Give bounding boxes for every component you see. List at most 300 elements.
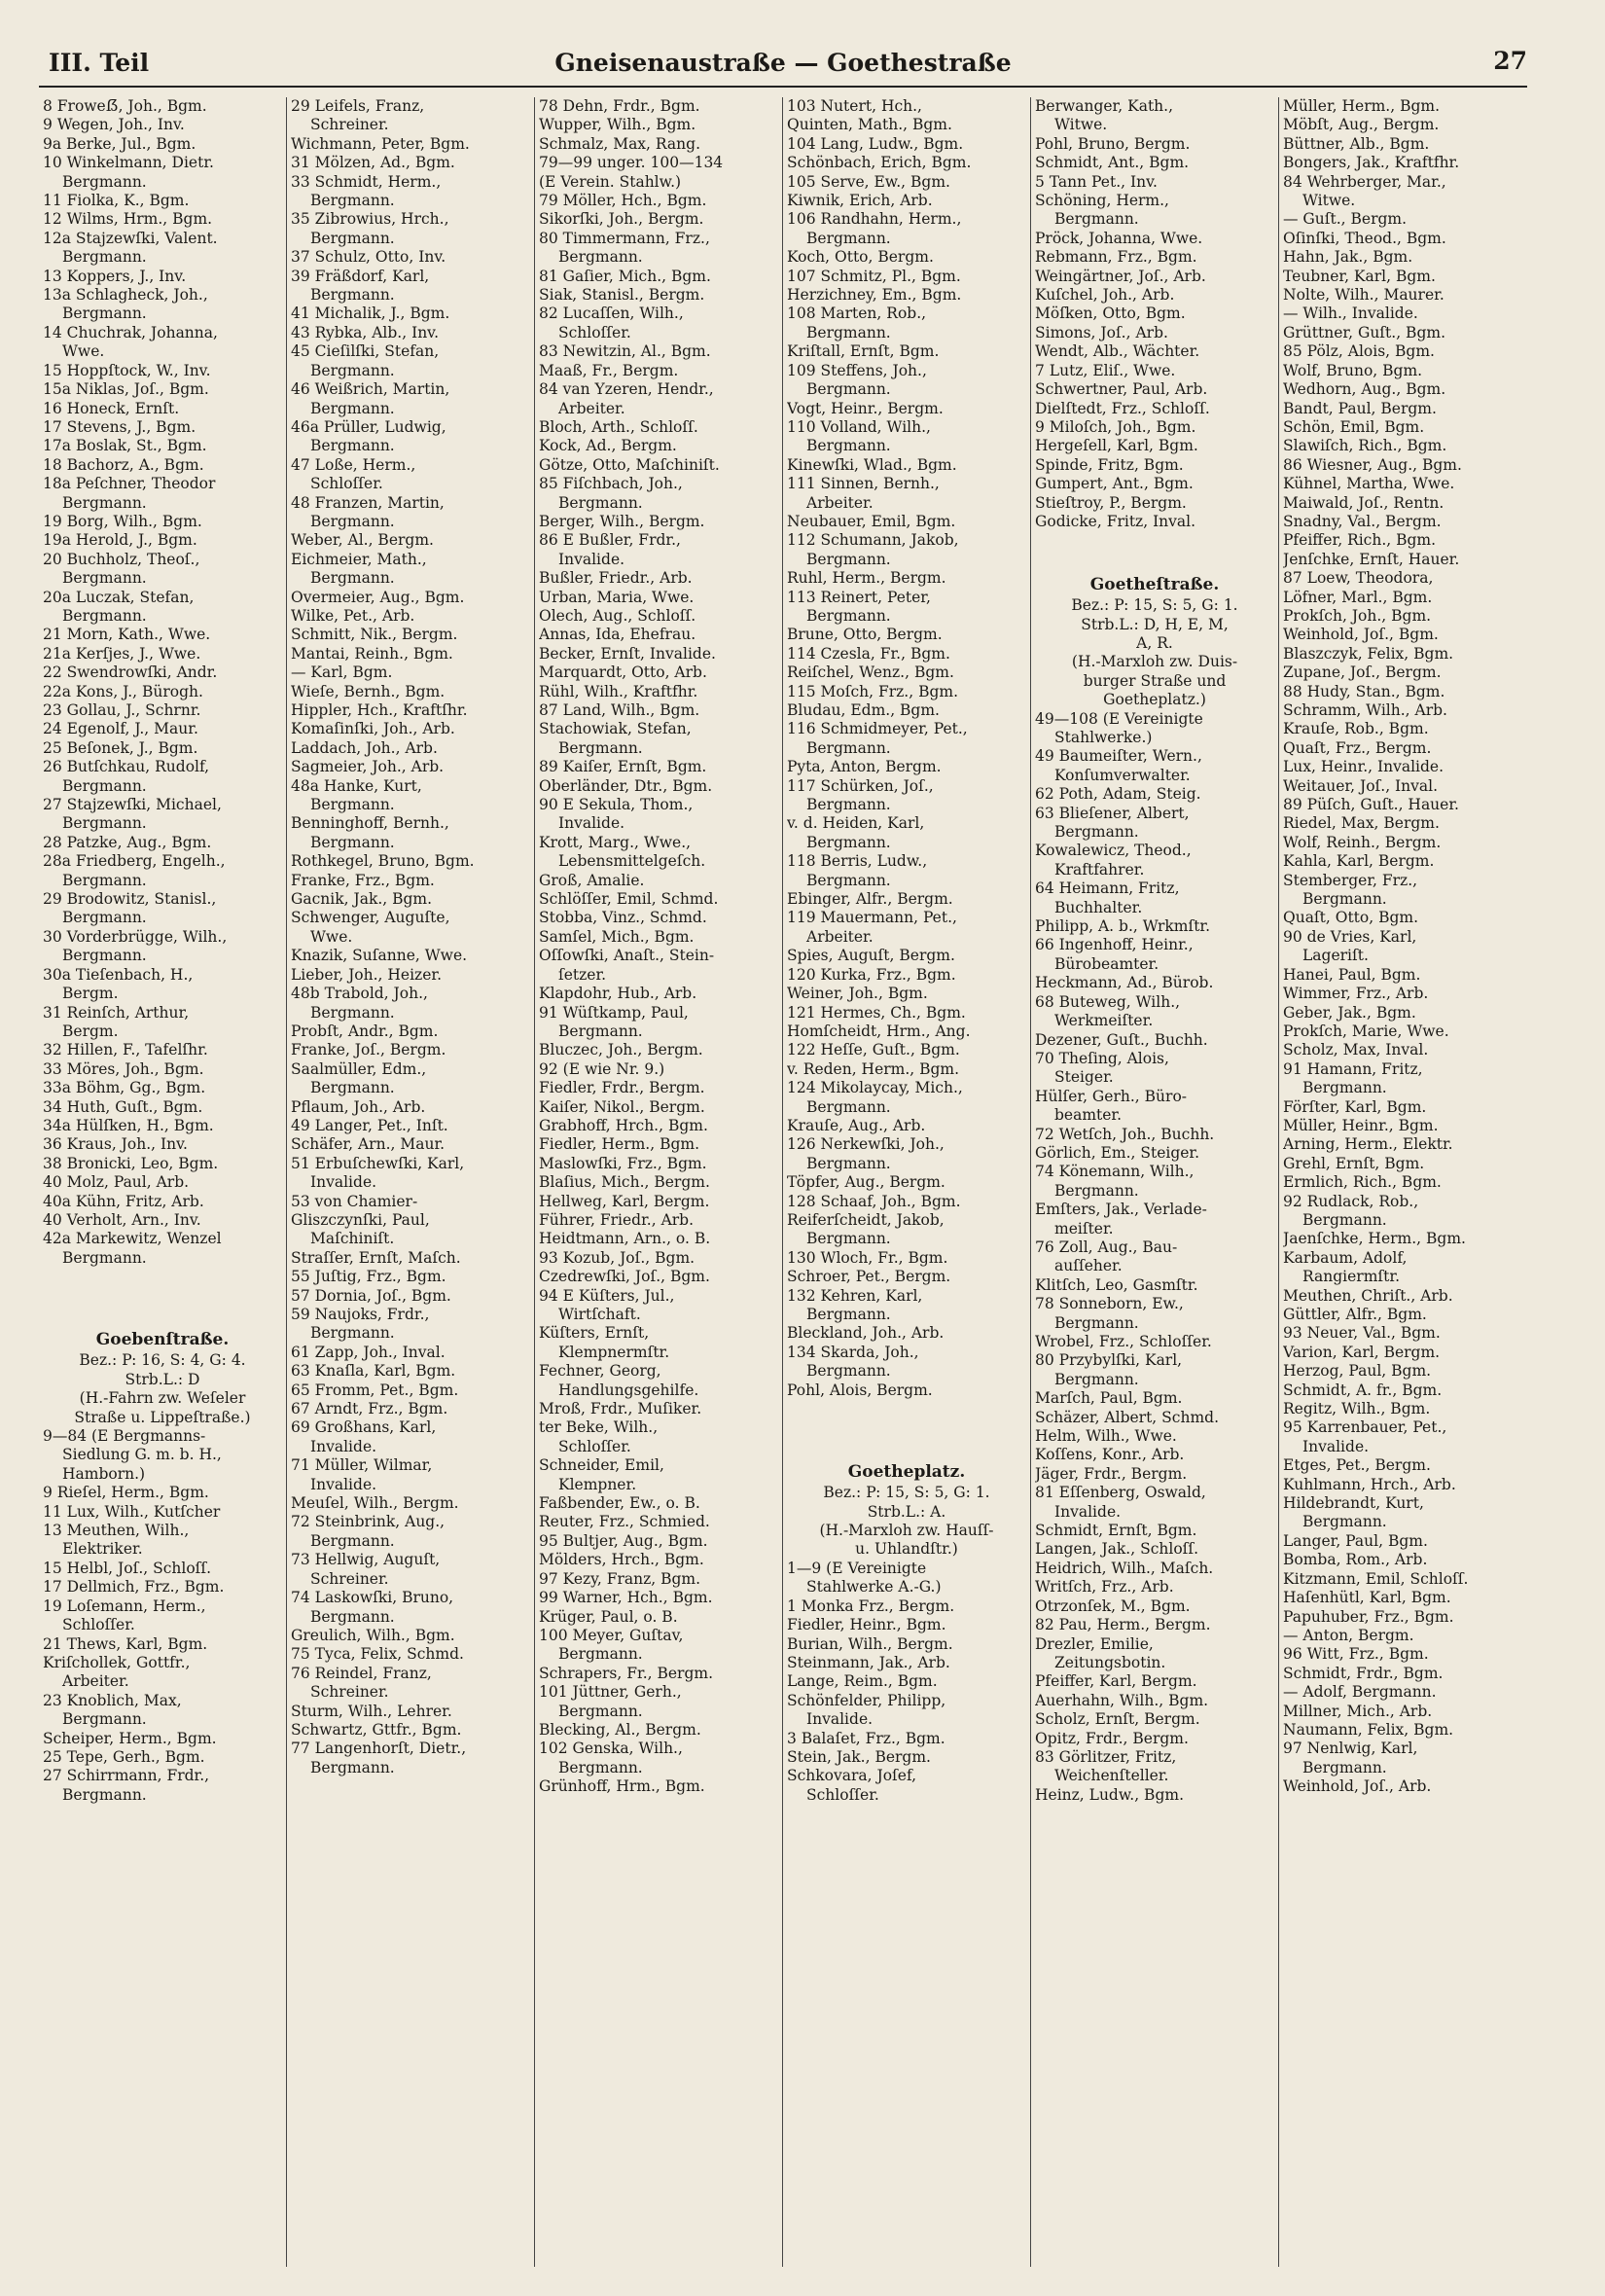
column-4	[783, 97, 1031, 2267]
directory-entry: 97 Kezy, Franz, Bgm.	[539, 1569, 701, 1588]
directory-entry: 46a Prüller, Ludwig,	[291, 417, 446, 436]
directory-entry: 73 Hellwig, Auguſt,	[291, 1551, 441, 1569]
directory-entry: Millner, Mich., Arb.	[1283, 1702, 1433, 1720]
directory-entry: Czedrewſki, Joſ., Bgm.	[539, 1268, 710, 1286]
directory-entry: 63 Blieſener, Albert,	[1035, 804, 1190, 822]
directory-entry: 30a Tieſenbach, H.,	[43, 965, 194, 984]
directory-entry: — Karl, Bgm.	[291, 664, 393, 682]
directory-entry: Kühnel, Martha, Wwe.	[1283, 475, 1455, 493]
directory-entry: auſſeher.	[1054, 1257, 1123, 1275]
directory-entry: 14 Chuchrak, Johanna,	[43, 323, 218, 341]
directory-entry: Bergmann.	[62, 871, 147, 889]
directory-entry: Bergmann.	[806, 606, 891, 625]
directory-entry: Hippler, Hch., Kraftſhr.	[291, 701, 468, 719]
directory-entry: 13 Meuthen, Wilh.,	[43, 1522, 190, 1540]
directory-entry: Mölders, Hrch., Bgm.	[539, 1551, 704, 1569]
directory-entry: 34a Hülſken, H., Bgm.	[43, 1116, 214, 1134]
directory-entry: Schwartz, Gttfr., Bgm.	[291, 1720, 462, 1739]
directory-entry: Grehl, Ernſt, Bgm.	[1283, 1154, 1425, 1172]
directory-entry: Arning, Herm., Elektr.	[1283, 1135, 1453, 1154]
directory-entry	[787, 1418, 1026, 1437]
column-6	[1279, 97, 1527, 2267]
directory-entry: Dielſtedt, Frz., Schloſſ.	[1035, 399, 1210, 417]
directory-entry: — Adolf, Bergmann.	[1283, 1683, 1437, 1702]
directory-entry: Bergmann.	[62, 947, 147, 965]
directory-entry: 23 Gollau, J., Schrnr.	[43, 701, 201, 719]
directory-entry: 15 Helbl, Joſ., Schloſſ.	[43, 1559, 212, 1577]
directory-entry: 22a Kons, J., Bürogh.	[43, 682, 203, 700]
directory-entry: Bergmann.	[1302, 890, 1387, 909]
directory-entry: 13 Koppers, J., Inv.	[43, 267, 187, 285]
directory-entry: 69 Großhans, Karl,	[291, 1418, 437, 1437]
directory-entry: Herzichney, Em., Bgm.	[787, 286, 962, 305]
directory-entry: Bongers, Jak., Kraftfhr.	[1283, 154, 1460, 172]
directory-entry: Bergmann.	[310, 796, 395, 814]
directory-entry: Bergmann.	[62, 569, 147, 588]
directory-entry: Klempner.	[558, 1475, 637, 1493]
street-heading: Goetheplatz.	[847, 1462, 966, 1482]
directory-entry: 84 Wehrberger, Mar.,	[1283, 172, 1446, 191]
directory-entry: 17a Boslak, St., Bgm.	[43, 437, 207, 455]
directory-entry: Lebensmittelgeſch.	[558, 852, 706, 871]
directory-entry: Becker, Ernſt, Invalide.	[539, 644, 716, 663]
directory-entry: 79 Möller, Hch., Bgm.	[539, 192, 707, 210]
directory-entry: Schmitt, Nik., Bergm.	[291, 626, 458, 644]
directory-columns	[39, 97, 1527, 2267]
directory-entry: 9 Rieſel, Herm., Bgm.	[43, 1484, 209, 1502]
directory-entry: Schreiner.	[310, 1683, 389, 1702]
directory-entry: Handlungsgehilfe.	[558, 1381, 699, 1399]
directory-entry: Hergeſell, Karl, Bgm.	[1035, 437, 1198, 455]
directory-entry: Otrzonſek, M., Bgm.	[1035, 1596, 1191, 1615]
street-meta: Straße u. Lippeſtraße.)	[74, 1408, 251, 1426]
directory-entry: Reuter, Frz., Schmied.	[539, 1513, 710, 1531]
directory-entry: Blaſius, Mich., Bergm.	[539, 1173, 710, 1192]
directory-entry: Schramm, Wilh., Arb.	[1283, 701, 1447, 719]
directory-entry: Jäger, Frdr., Bergm.	[1035, 1464, 1188, 1483]
directory-entry: Naumann, Felix, Bgm.	[1283, 1720, 1454, 1739]
directory-entry: Pohl, Bruno, Bergm.	[1035, 134, 1191, 153]
directory-entry: Bergmann.	[310, 399, 395, 417]
directory-entry: Schloſſer.	[558, 323, 631, 341]
directory-entry: Schloſſer.	[806, 1785, 879, 1804]
directory-entry: Scheiper, Herm., Bgm.	[43, 1729, 217, 1747]
directory-entry: Bergmann.	[1054, 210, 1139, 229]
directory-entry: Sikorſki, Joh., Bergm.	[539, 210, 704, 229]
directory-entry: Samſel, Mich., Bgm.	[539, 927, 695, 946]
directory-entry: 16 Honeck, Ernſt.	[43, 399, 180, 417]
directory-entry: Gacnik, Jak., Bgm.	[291, 890, 433, 909]
directory-entry: Franke, Joſ., Bergm.	[291, 1041, 446, 1059]
directory-entry: 28 Patzke, Aug., Bgm.	[43, 833, 212, 851]
directory-entry: 7 Lutz, Eliſ., Wwe.	[1035, 361, 1176, 379]
directory-entry: Lux, Heinr., Invalide.	[1283, 758, 1444, 776]
directory-entry: 25 Beſonek, J., Bgm.	[43, 738, 198, 757]
directory-entry: Homſcheidt, Hrm., Ang.	[787, 1022, 971, 1040]
directory-entry: Elektriker.	[62, 1540, 143, 1559]
directory-entry: Schloſſer.	[62, 1616, 135, 1634]
directory-entry: 130 Wloch, Fr., Bgm.	[787, 1248, 948, 1267]
directory-entry: Bergmann.	[62, 305, 147, 323]
directory-entry: Mantai, Reinh., Bgm.	[291, 644, 453, 663]
directory-entry: Probſt, Andr., Bgm.	[291, 1022, 439, 1040]
street-meta: Bez.: P: 16, S: 4, G: 4.	[79, 1351, 246, 1370]
directory-entry: 81 Eſſenberg, Oswald,	[1035, 1484, 1206, 1502]
directory-entry: Krüger, Paul, o. B.	[539, 1607, 678, 1626]
directory-entry: 67 Arndt, Frz., Bgm.	[291, 1400, 448, 1418]
directory-entry: Bergmann.	[62, 172, 147, 191]
page-number: 27	[1493, 47, 1527, 75]
directory-entry: Gliszczynſki, Paul,	[291, 1210, 430, 1229]
directory-entry: 13a Schlagheck, Joh.,	[43, 286, 208, 305]
directory-entry: Bergmann.	[310, 1758, 395, 1776]
directory-entry: Fiedler, Heinr., Bgm.	[787, 1616, 946, 1634]
directory-entry: 39 Fräßdorf, Karl,	[291, 267, 430, 285]
directory-entry: 76 Zoll, Aug., Bau-	[1035, 1238, 1178, 1256]
directory-entry: 108 Marten, Rob.,	[787, 305, 927, 323]
directory-entry: 91 Hamann, Fritz,	[1283, 1059, 1423, 1078]
directory-entry: Simons, Joſ., Arb.	[1035, 323, 1168, 341]
directory-entry: Werkmeiſter.	[1054, 1012, 1154, 1030]
directory-entry: 99 Warner, Hch., Bgm.	[539, 1589, 713, 1607]
directory-entry: Wolf, Bruno, Bgm.	[1283, 361, 1423, 379]
directory-entry: Wilke, Pet., Arb.	[291, 606, 415, 625]
directory-entry: Grünhoff, Hrm., Bgm.	[539, 1777, 705, 1796]
directory-entry: — Guſt., Bergm.	[1283, 210, 1408, 229]
directory-entry: Kriſchollek, Gottfr.,	[43, 1653, 191, 1671]
directory-entry: 107 Schmitz, Pl., Bgm.	[787, 267, 961, 285]
directory-entry: Wrobel, Frz., Schloſſer.	[1035, 1333, 1212, 1350]
directory-entry: Scholz, Max, Inval.	[1283, 1041, 1429, 1059]
directory-entry: Brune, Otto, Bergm.	[787, 626, 943, 644]
directory-entry: Drezler, Emilie,	[1035, 1634, 1154, 1653]
directory-entry: Kiwnik, Erich, Arb.	[787, 192, 933, 210]
directory-entry: Müller, Herm., Bgm.	[1283, 97, 1441, 115]
directory-entry: 41 Michalik, J., Bgm.	[291, 305, 450, 323]
directory-entry: Burian, Wilh., Bergm.	[787, 1634, 953, 1653]
directory-entry: Güttler, Alfr., Bgm.	[1283, 1306, 1427, 1323]
directory-entry: Overmeier, Aug., Bgm.	[291, 588, 465, 606]
directory-entry: 33 Schmidt, Herm.,	[291, 172, 442, 191]
directory-entry: 1 Monka Frz., Bergm.	[787, 1596, 955, 1615]
directory-entry: Spies, Auguſt, Bergm.	[787, 947, 955, 965]
directory-entry: Faßbender, Ew., o. B.	[539, 1494, 700, 1513]
directory-entry: 83 Newitzin, Al., Bgm.	[539, 342, 711, 361]
street-heading: Goebenſtraße.	[95, 1331, 230, 1349]
directory-entry: Marquardt, Otto, Arb.	[539, 664, 707, 682]
directory-entry: Wolf, Reinh., Bergm.	[1283, 833, 1442, 851]
directory-entry: Hellweg, Karl, Bergm.	[539, 1192, 710, 1210]
directory-entry: Marſch, Paul, Bgm.	[1035, 1389, 1183, 1408]
directory-entry: Grabhoff, Hrch., Bgm.	[539, 1116, 708, 1134]
directory-entry: Bergmann.	[806, 1306, 891, 1323]
directory-entry: 22 Swendrowſki, Andr.	[43, 664, 218, 682]
directory-entry: 26 Butſchkau, Rudolf,	[43, 758, 210, 776]
directory-entry: 19 Loſemann, Herm.,	[43, 1596, 206, 1615]
directory-entry: Bergmann.	[310, 1079, 395, 1097]
directory-entry: 46 Weißrich, Martin,	[291, 380, 450, 399]
directory-entry: Sagmeier, Joh., Arb.	[291, 758, 445, 776]
directory-entry: Schloſſer.	[310, 475, 383, 493]
directory-entry: Geber, Jak., Bgm.	[1283, 1003, 1416, 1022]
directory-entry: Benninghoff, Bernh.,	[291, 814, 449, 833]
directory-entry: Schneider, Emil,	[539, 1456, 664, 1475]
directory-entry: 126 Nerkewſki, Joh.,	[787, 1135, 945, 1154]
directory-entry: Maslowſki, Frz., Bgm.	[539, 1154, 707, 1172]
directory-entry: 115 Moſch, Frz., Bgm.	[787, 682, 959, 700]
directory-entry: Bergmann.	[1302, 1513, 1387, 1531]
directory-entry: Emſters, Jak., Verlade-	[1035, 1201, 1207, 1219]
directory-entry: 34 Huth, Guſt., Bgm.	[43, 1097, 203, 1116]
directory-entry: Wieſe, Bernh., Bgm.	[291, 682, 446, 700]
directory-entry: 128 Schaaf, Joh., Bgm.	[787, 1192, 961, 1210]
directory-entry: 3 Balaſet, Frz., Bgm.	[787, 1729, 945, 1747]
directory-entry: 80 Przybylſki, Karl,	[1035, 1351, 1183, 1370]
directory-entry: Weingärtner, Joſ., Arb.	[1035, 267, 1206, 285]
directory-entry: Invalide.	[310, 1475, 377, 1493]
directory-entry: Bloch, Arth., Schloſſ.	[539, 417, 698, 436]
directory-entry: 68 Buteweg, Wilh.,	[1035, 992, 1181, 1011]
directory-entry: Invalide.	[1302, 1437, 1370, 1455]
directory-entry: Lageriſt.	[1302, 947, 1369, 965]
directory-entry: Bergmann.	[62, 776, 147, 795]
directory-entry: 29 Leifels, Franz,	[291, 97, 425, 115]
header-rule	[39, 86, 1527, 88]
directory-entry: Oſſowſki, Anaſt., Stein-	[539, 947, 715, 965]
directory-entry: Stahlwerke A.-G.)	[806, 1578, 942, 1596]
directory-entry: 86 E Bußler, Frdr.,	[539, 531, 681, 550]
directory-entry: Blecking, Al., Bergm.	[539, 1720, 701, 1739]
directory-entry: 17 Stevens, J., Bgm.	[43, 417, 196, 436]
directory-entry: Küſters, Ernſt,	[539, 1324, 650, 1343]
directory-entry: Maiwald, Joſ., Rentn.	[1283, 493, 1444, 512]
directory-entry: Wwe.	[310, 927, 353, 946]
directory-entry: 55 Juſtig, Frz., Bgm.	[291, 1268, 446, 1286]
directory-entry: 53 von Chamier-	[291, 1192, 418, 1210]
directory-entry: Krauſe, Aug., Arb.	[787, 1116, 926, 1134]
street-meta: Strb.L.: D, H, E, M,	[1081, 615, 1229, 633]
directory-entry: Schroer, Pet., Bergm.	[787, 1268, 951, 1286]
directory-entry: 15a Niklas, Joſ., Bgm.	[43, 380, 209, 399]
directory-entry: 35 Zibrowius, Hrch.,	[291, 210, 449, 229]
directory-entry: 83 Görlitzer, Fritz,	[1035, 1747, 1177, 1766]
directory-entry: Bergmann.	[62, 1710, 147, 1729]
directory-entry: Koch, Otto, Bergm.	[787, 248, 934, 267]
directory-entry: Bergmann.	[806, 323, 891, 341]
directory-entry: Invalide.	[558, 814, 625, 833]
directory-entry: 121 Hermes, Ch., Bgm.	[787, 1003, 966, 1022]
directory-entry: Lieber, Joh., Heizer.	[291, 965, 443, 984]
directory-entry: Fiedler, Herm., Bgm.	[539, 1135, 700, 1154]
directory-entry: Schkovara, Joſef,	[787, 1767, 917, 1785]
directory-entry: 87 Land, Wilh., Bgm.	[539, 701, 700, 719]
directory-entry: 9a Berke, Jul., Bgm.	[43, 134, 196, 153]
directory-entry: 101 Jüttner, Gerh.,	[539, 1683, 682, 1702]
directory-entry: 97 Nenlwig, Karl,	[1283, 1740, 1418, 1758]
directory-entry: 18a Peſchner, Theodor	[43, 475, 216, 493]
directory-entry: 65 Fromm, Pet., Bgm.	[291, 1381, 459, 1399]
directory-entry: Invalide.	[310, 1437, 377, 1455]
directory-entry: 122 Heſſe, Guſt., Bgm.	[787, 1041, 960, 1059]
directory-entry: 9 Miloſch, Joh., Bgm.	[1035, 417, 1196, 436]
directory-entry: Führer, Friedr., Arb.	[539, 1210, 695, 1229]
directory-entry: 48 Franzen, Martin,	[291, 493, 445, 512]
directory-entry: 9—84 (E Bergmanns-	[43, 1427, 206, 1446]
directory-entry: Bergmann.	[806, 1154, 891, 1172]
directory-entry: Maſchiniſt.	[310, 1230, 395, 1248]
directory-entry: 72 Wetſch, Joh., Buchh.	[1035, 1125, 1215, 1143]
directory-entry: 104 Lang, Ludw., Bgm.	[787, 134, 964, 153]
directory-entry: Witwe.	[1054, 116, 1108, 134]
directory-entry: 11 Lux, Wilh., Kutſcher	[43, 1502, 221, 1521]
directory-entry: Arbeiter.	[558, 399, 625, 417]
directory-entry: 118 Berris, Ludw.,	[787, 852, 928, 871]
directory-entry: Berwanger, Kath.,	[1035, 97, 1174, 115]
directory-entry: 87 Loew, Theodora,	[1283, 569, 1434, 588]
directory-entry: Rebmann, Frz., Bgm.	[1035, 248, 1197, 267]
directory-entry: 32 Hillen, F., Tafelſhr.	[43, 1041, 208, 1059]
street-meta: Bez.: P: 15, S: 5, G: 1.	[1071, 596, 1238, 615]
directory-entry: 116 Schmidmeyer, Pet.,	[787, 720, 968, 738]
directory-entry: Bergmann.	[310, 569, 395, 588]
directory-entry: Snadny, Val., Bergm.	[1283, 512, 1442, 530]
directory-entry: Schäzer, Albert, Schmd.	[1035, 1408, 1219, 1426]
street-meta: u. Uhlandſtr.)	[855, 1540, 958, 1559]
directory-entry: beamter.	[1054, 1106, 1123, 1125]
directory-entry: Steiger.	[1054, 1068, 1114, 1087]
directory-entry: Rühl, Wilh., Kraftfhr.	[539, 682, 698, 700]
directory-entry: 21 Morn, Kath., Wwe.	[43, 626, 211, 644]
directory-entry: Laddach, Joh., Arb.	[291, 738, 438, 757]
directory-entry: 48a Hanke, Kurt,	[291, 776, 422, 795]
directory-entry: Bludau, Edm., Bgm.	[787, 701, 940, 719]
directory-entry: Pohl, Alois, Bergm.	[787, 1381, 933, 1399]
directory-entry: Ermlich, Rich., Bgm.	[1283, 1173, 1442, 1192]
directory-entry: Schönfelder, Philipp,	[787, 1691, 946, 1709]
directory-entry: Komaſinſki, Joh., Arb.	[291, 720, 455, 738]
directory-entry: Ruhl, Herm., Bergm.	[787, 569, 946, 588]
directory-entry: Bergmann.	[310, 437, 395, 455]
directory-entry: 15 Hoppſtock, W., Inv.	[43, 361, 211, 379]
directory-entry: Bergmann.	[558, 248, 643, 267]
column-1	[39, 97, 287, 2267]
directory-entry: Bergmann.	[310, 1003, 395, 1022]
column-5	[1031, 97, 1279, 2267]
directory-entry: Bergm.	[62, 985, 119, 1003]
directory-entry: Bergmann.	[62, 248, 147, 267]
street-heading: Goetheſtraße.	[1089, 575, 1220, 594]
directory-entry: 114 Czesla, Fr., Bgm.	[787, 644, 950, 663]
directory-entry: Herzog, Paul, Bgm.	[1283, 1362, 1432, 1381]
directory-entry: 19 Borg, Wilh., Bgm.	[43, 512, 202, 530]
directory-entry: Kinewſki, Wlad., Bgm.	[787, 455, 957, 474]
directory-entry: 78 Dehn, Frdr., Bgm.	[539, 97, 700, 115]
directory-entry: 109 Steffens, Joh.,	[787, 361, 927, 379]
directory-entry: Bergmann.	[310, 192, 395, 210]
directory-entry: Opitz, Frdr., Bergm.	[1035, 1729, 1189, 1747]
directory-entry: Hahn, Jak., Bgm.	[1283, 248, 1413, 267]
directory-entry: 102 Genska, Wilh.,	[539, 1740, 683, 1758]
directory-entry: Stemberger, Frz.,	[1283, 871, 1418, 889]
directory-entry: 90 E Sekula, Thom.,	[539, 796, 694, 814]
directory-entry: Kowalewicz, Theod.,	[1035, 842, 1192, 860]
directory-entry: 12 Wilms, Hrm., Bgm.	[43, 210, 213, 229]
directory-entry: Töpfer, Aug., Bergm.	[787, 1173, 945, 1192]
directory-entry: Konſumverwalter.	[1054, 766, 1191, 784]
directory-entry: Heidtmann, Arn., o. B.	[539, 1230, 711, 1248]
directory-entry: 93 Neuer, Val., Bgm.	[1283, 1324, 1441, 1343]
directory-entry: Kriſtall, Ernſt, Bgm.	[787, 342, 940, 361]
directory-entry: Bergmann.	[806, 871, 891, 889]
directory-entry: Bergmann.	[806, 833, 891, 851]
directory-entry: Fechner, Georg,	[539, 1362, 661, 1381]
directory-entry: Invalide.	[806, 1710, 874, 1729]
directory-entry: Schreiner.	[310, 116, 389, 134]
directory-entry: 61 Zapp, Joh., Inval.	[291, 1343, 446, 1361]
directory-entry: Pflaum, Joh., Arb.	[291, 1097, 426, 1116]
directory-entry: Bergmann.	[806, 380, 891, 399]
directory-entry: 82 Lucaſſen, Wilh.,	[539, 305, 684, 323]
directory-entry: 75 Tyca, Felix, Schmd.	[291, 1645, 464, 1664]
directory-entry: Schlöſſer, Emil, Schmd.	[539, 890, 719, 909]
directory-entry: 36 Kraus, Joh., Inv.	[43, 1135, 188, 1154]
section-label: III. Teil	[49, 49, 150, 77]
directory-entry: 28a Friedberg, Engelh.,	[43, 852, 226, 871]
directory-entry: Wimmer, Frz., Arb.	[1283, 985, 1429, 1003]
directory-entry: Kitzmann, Emil, Schloſſ.	[1283, 1569, 1469, 1588]
directory-entry: 18 Bachorz, A., Bgm.	[43, 455, 204, 474]
directory-entry: Förſter, Karl, Bgm.	[1283, 1097, 1427, 1116]
street-meta: (H.-Marxloh zw. Duis-	[1071, 653, 1238, 671]
directory-entry: Eichmeier, Math.,	[291, 550, 427, 568]
directory-entry: Weiner, Joh., Bgm.	[787, 985, 928, 1003]
directory-entry: Olech, Aug., Schloſſ.	[539, 606, 696, 625]
directory-entry: Kuſchel, Joh., Arb.	[1035, 286, 1175, 305]
directory-entry: Witwe.	[1302, 192, 1356, 210]
directory-entry: Bergmann.	[62, 493, 147, 512]
directory-entry: Rothkegel, Bruno, Bgm.	[291, 852, 475, 871]
directory-entry: 12a Stajzewſki, Valent.	[43, 229, 218, 247]
directory-entry: 117 Schürken, Joſ.,	[787, 776, 934, 795]
directory-entry: Invalide.	[1054, 1502, 1122, 1521]
directory-entry: Grüttner, Guſt., Bgm.	[1283, 323, 1445, 341]
directory-entry: Kuhlmann, Hrch., Arb.	[1283, 1475, 1456, 1493]
directory-entry: Bergmann.	[1302, 1758, 1387, 1776]
directory-entry: 49 Baumeiſter, Wern.,	[1035, 747, 1202, 766]
directory-entry: 29 Brodowitz, Stanisl.,	[43, 890, 217, 909]
directory-entry: Teubner, Karl, Bgm.	[1283, 267, 1436, 285]
directory-entry: Schwertner, Paul, Arb.	[1035, 380, 1208, 399]
directory-entry: 92 (E wie Nr. 9.)	[539, 1059, 665, 1078]
directory-entry: 20a Luczak, Stefan,	[43, 588, 195, 606]
directory-entry: Bergmann.	[806, 229, 891, 247]
street-meta: (H.-Fahrn zw. Weſeler	[79, 1389, 246, 1408]
directory-entry: Sturm, Wilh., Lehrer.	[291, 1702, 452, 1720]
directory-entry: 77 Langenhorſt, Dietr.,	[291, 1740, 467, 1758]
directory-entry: 78 Sonneborn, Ew.,	[1035, 1295, 1184, 1313]
directory-entry: 23 Knoblich, Max,	[43, 1691, 182, 1709]
directory-entry: Arbeiter.	[806, 927, 874, 946]
directory-entry: Bergmann.	[558, 1022, 643, 1040]
directory-entry: Writſch, Frz., Arb.	[1035, 1578, 1174, 1596]
directory-entry: Steinmann, Jak., Arb.	[787, 1653, 950, 1671]
directory-entry: Berger, Wilh., Bergm.	[539, 512, 705, 530]
directory-entry: Bergmann.	[1054, 823, 1139, 842]
directory-entry: Quaſt, Frz., Bergm.	[1283, 738, 1432, 757]
directory-entry: meiſter.	[1054, 1219, 1114, 1238]
directory-entry: Varion, Karl, Bergm.	[1283, 1343, 1441, 1361]
directory-entry: 89 Kaiſer, Ernſt, Bgm.	[539, 758, 707, 776]
